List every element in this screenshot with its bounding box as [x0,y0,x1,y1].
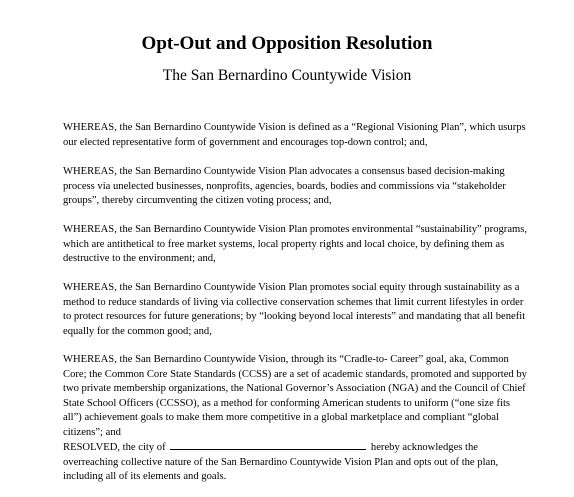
whereas-paragraph-4: WHEREAS, the San Bernardino Countywide Vision Plan promotes social equity through sustainability as a method to reduce standards of living via collective conservation schemes that limit current lifestyles in order to protect resources for future generations; by “looking beyond local interests” and mandating that all benefit equally for the common good; and, [63,282,526,337]
resolved-body-text: hereby acknowledges the overreaching collective nature of the San Bernardino Countywide Vision Plan and opts out of the plan, including all of its elements and goals. [63,442,499,483]
whereas-paragraph-2: WHEREAS, the San Bernardino Countywide Vision Plan advocates a consensus based decision-making process via unelected businesses, nonprofits, agencies, boards, bodies and commissions via “stakeholder groups”, thereby circumventing the citizen voting process; and, [63,166,506,207]
resolved-paragraph [63,438,531,485]
document-title: Opt-Out and Opposition Resolution [141,33,433,54]
resolved-lead-text: RESOLVED, the city of [63,442,166,453]
whereas-paragraph-5: WHEREAS, the San Bernardino Countywide Vision, through its “Cradle-to- Career” goal, aka, Common Core; the Common Core State Standards (CCSS) are a set of academic standards, promoted and supported by two private membership organizations, the National Governor’s Association (NGA) and the Council of Chief State School Officers (CCSSO), as a method for conforming American students to uniform (“one size fits all”) achievement goals to make them more competitive in a global marketplace and compliant “global citizens”; and [63,354,527,438]
whereas-paragraph-1: WHEREAS, the San Bernardino Countywide Vision is defined as a “Regional Visioning Plan”, which usurps our elected representative form of government and encourages top-down control; and, [63,122,526,148]
whereas-paragraph-3: WHEREAS, the San Bernardino Countywide Vision Plan promotes environmental “sustainability” programs, which are antithetical to free market systems, local property rights and local choice, by defining them as destructive to the environment; and, [63,224,528,265]
city-name-blank-line[interactable] [170,438,366,450]
document-subtitle: The San Bernardino Countywide Vision [162,67,412,84]
